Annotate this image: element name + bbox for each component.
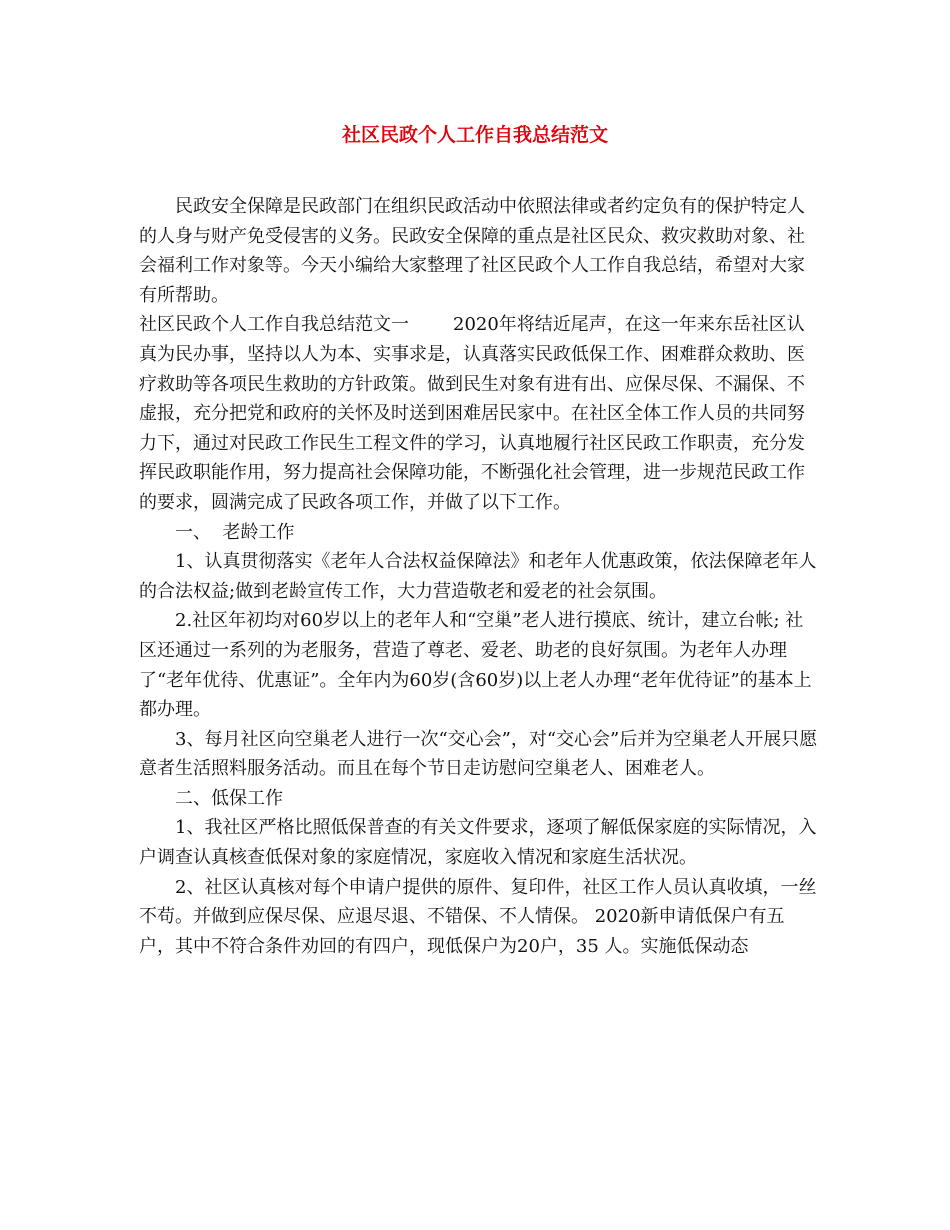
heading-subsistence: 二、低保工作 bbox=[175, 787, 283, 809]
paragraph-item: 3、每月社区向空巢老人进行一次“交心会”，对“交心会”后并为空巢老人开展只愿意者生活照料服务活动。而且在每个节日走访慰问空巢老人、困难老人。 bbox=[139, 728, 818, 780]
document-body bbox=[139, 192, 819, 961]
paragraph-item: 1、我社区严格比照低保普查的有关文件要求，逐项了解低保家庭的实际情况，入户调查认真核查低保对象的家庭情况，家庭收入情况和家庭生活状况。 bbox=[139, 817, 817, 869]
heading-elderly: 一、 老龄工作 bbox=[175, 521, 295, 543]
intro-paragraph: 民政安全保障是民政部门在组织民政活动中依照法律或者约定负有的保护特定人的人身与财产免受侵害的义务。民政安全保障的重点是社区民众、救灾救助对象、社会福利工作对象等。今天小编给大家整理了社区民政个人工作自我总结，希望对大家有所帮助。 bbox=[139, 196, 805, 306]
paragraph-item: 2.社区年初均对60岁以上的老年人和“空巢”老人进行摸底、统计，建立台帐; 社区还通过一系列的为老服务，营造了尊老、爱老、助老的良好氛围。为老年人办理了“老年优待、优惠证”。全年内为60岁(含60岁)以上老人办理“老年优待证”的基本上都办理。 bbox=[139, 610, 812, 721]
section-paragraph bbox=[139, 310, 819, 517]
section-label: 社区民政个人工作自我总结范文一 bbox=[139, 314, 409, 336]
paragraph-item: 2、社区认真核对每个申请户提供的原件、复印件，社区工作人员认真收填，一丝不苟。并做到应保尽保、应退尽退、不错保、不人情保。 2020新申请低保户有五户，其中不符合条件劝回的有四户，现低保户为20户，35 人。实施低保动态 bbox=[139, 876, 817, 957]
page-title: 社区民政个人工作自我总结范文 bbox=[341, 124, 608, 146]
section-body: 2020年将结近尾声，在这一年来东岳社区认真为民办事，坚持以人为本、实事求是，认真落实民政低保工作、困难群众救助、医疗救助等各项民生救助的方针政策。做到民生对象有进有出、应保尽保、不漏保、不虚报，充分把党和政府的关怀及时送到困难居民家中。在社区全体工作人员的共同努力下，通过对民政工作民生工程文件的学习，认真地履行社区民政工作职责，充分发挥民政职能作用，努力提高社会保障功能，不断强化社会管理，进一步规范民政工作的要求，圆满完成了民政各项工作，并做了以下工作。 bbox=[139, 314, 805, 513]
paragraph-item: 1、认真贯彻落实《老年人合法权益保障法》和老年人优惠政策，依法保障老年人的合法权益;做到老龄宣传工作，大力营造敬老和爱老的社会氛围。 bbox=[139, 551, 817, 602]
